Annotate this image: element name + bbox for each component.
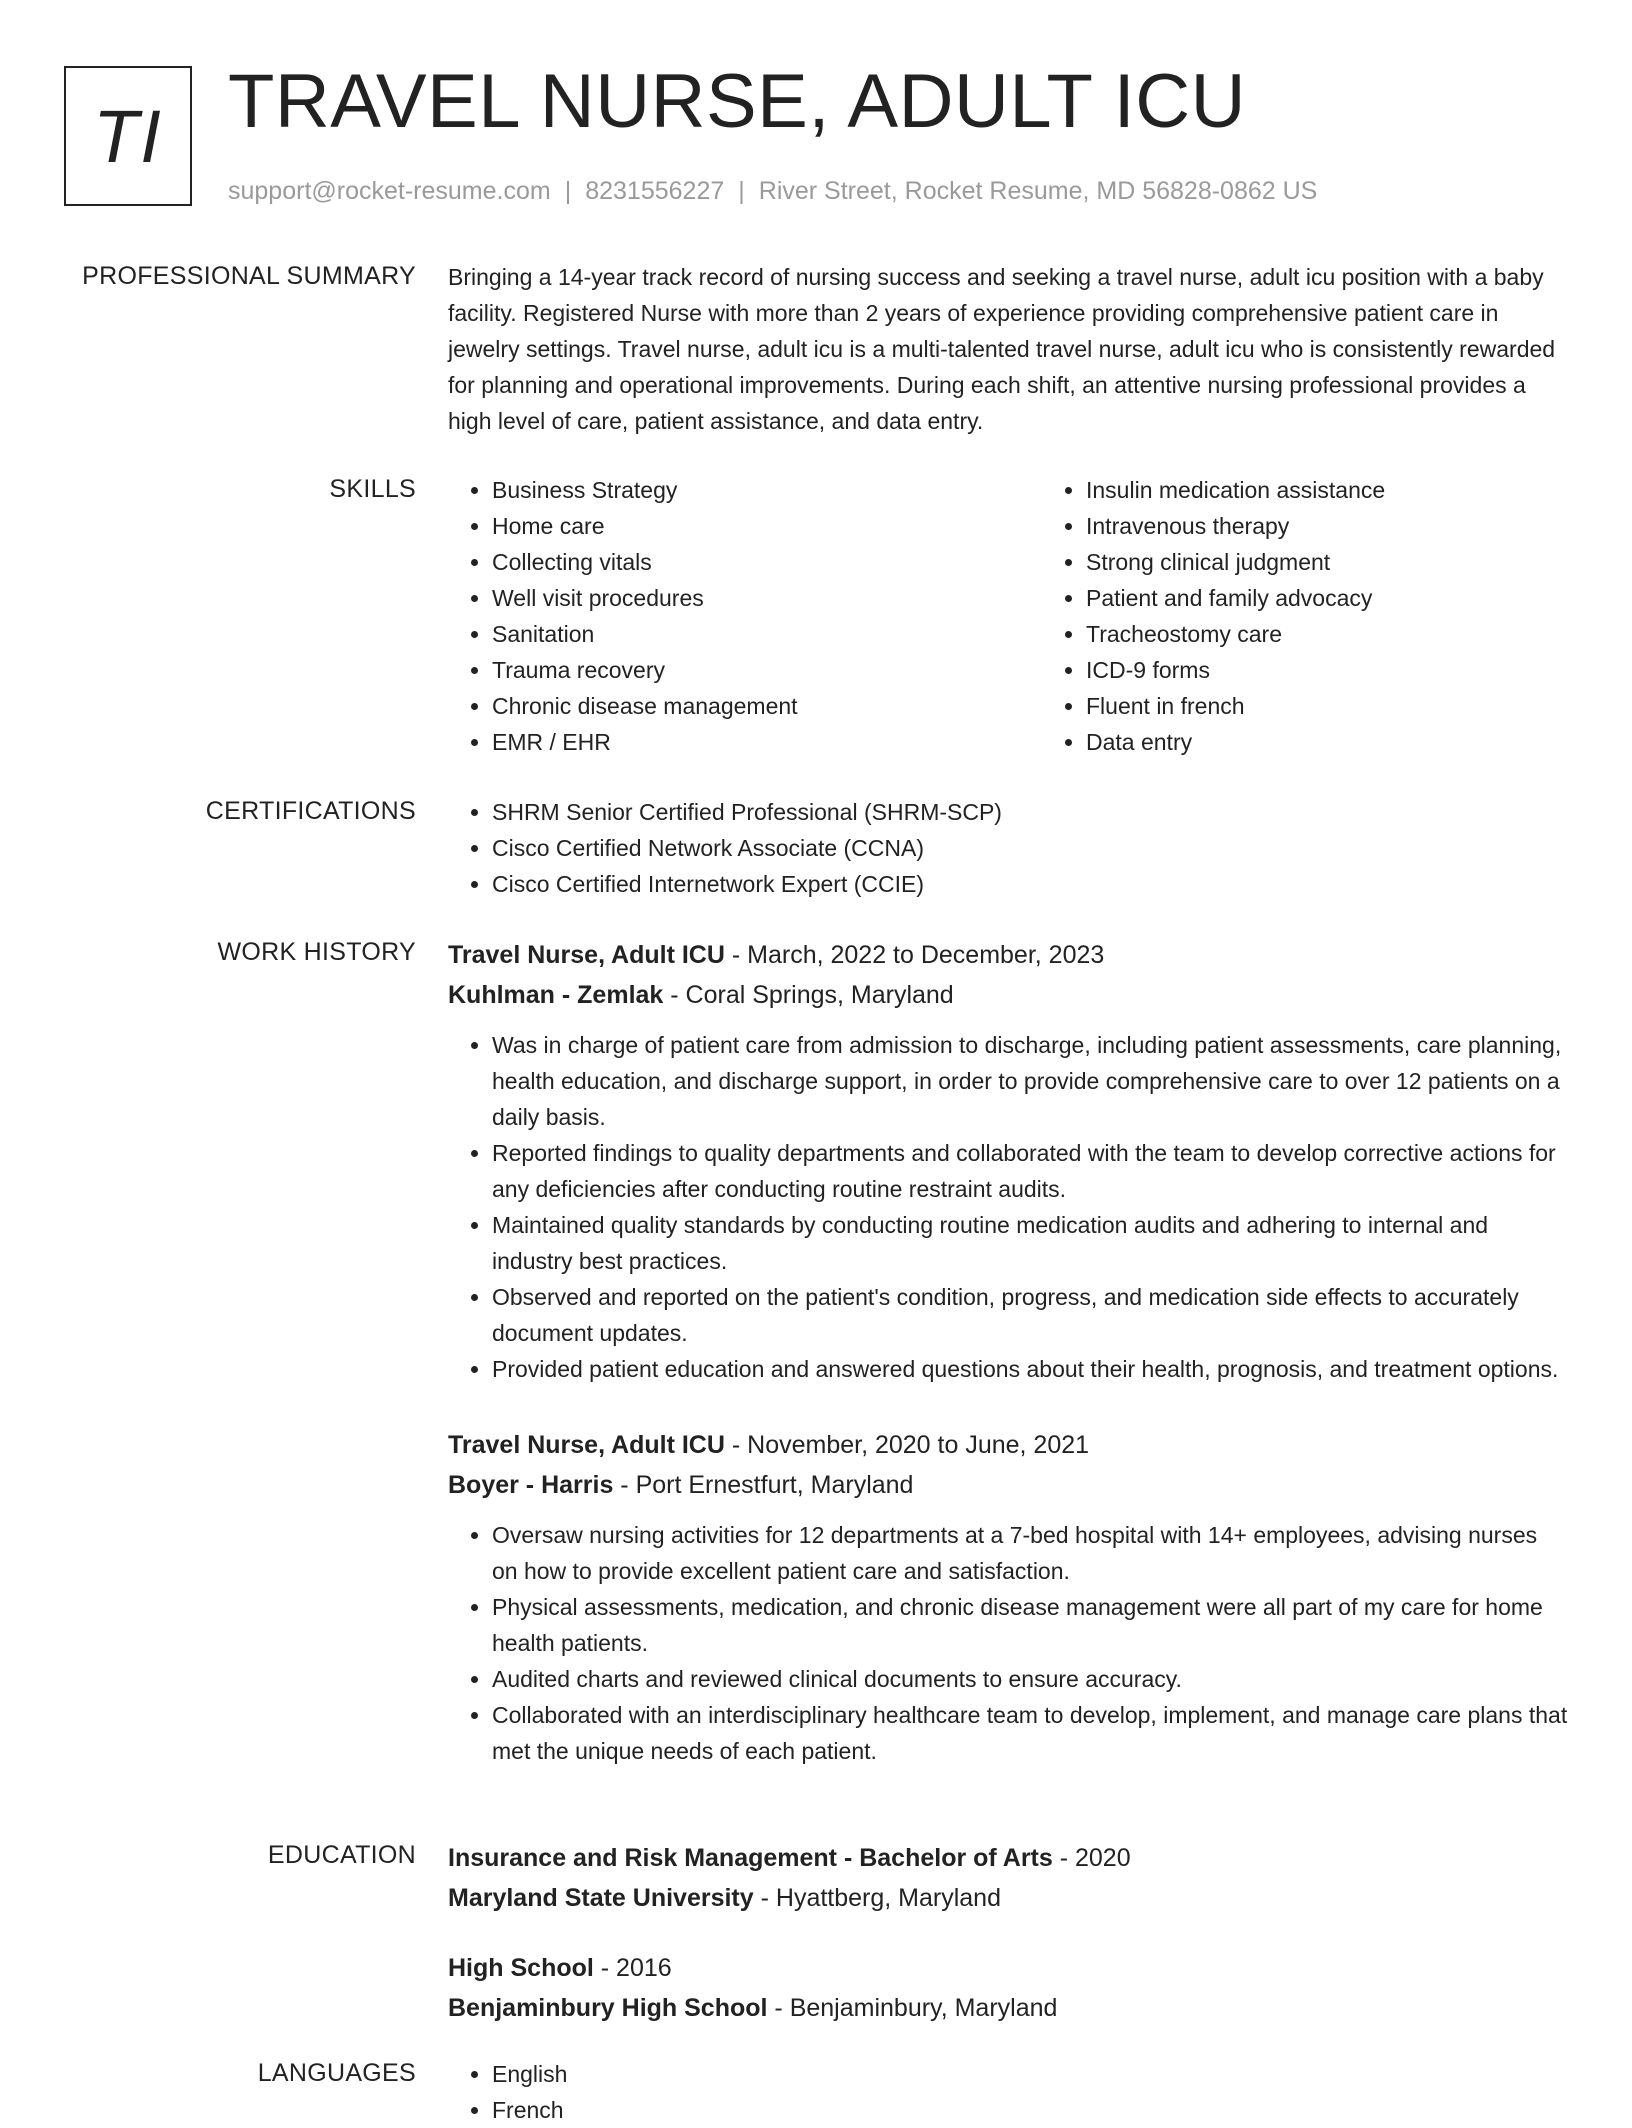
summary-text: Bringing a 14-year track record of nursing success and seeking a travel nurse, adult icu position with a baby facility. Registered Nurse with more than 2 years of experience providing comprehensive patient care in jewelry settings. Travel nurse, adult icu is a multi-talented travel nurse, adult icu who is consistently rewarded for planning and operational improvements. During each shift, an attentive nursing professional provides a high level of care, patient assistance, and data entry. <box>448 264 1556 434</box>
job-company: Boyer - Harris <box>448 1471 614 1499</box>
education-entry <box>448 1948 1568 2028</box>
job-title-line <box>448 1425 1568 1465</box>
job-company: Kuhlman - Zemlak <box>448 981 664 1009</box>
skills-list-left <box>448 472 1042 760</box>
contact-address: River Street, Rocket Resume, MD 56828-0862 US <box>758 177 1318 205</box>
education-year: - 2016 <box>593 1954 672 1982</box>
education-degree: High School <box>448 1954 594 1982</box>
education-degree-line <box>448 1838 1568 1878</box>
job-bullet: • Physical assessments, medication, and chronic disease management were all part of my care for home health patients. <box>492 1589 1568 1661</box>
skill-item: • Intravenous therapy <box>1086 508 1632 544</box>
skill-item: • Trauma recovery <box>492 652 1042 688</box>
language-item: • English <box>492 2056 1568 2092</box>
education-school: Benjaminbury High School <box>448 1994 768 2022</box>
job-bullet: • Audited charts and reviewed clinical documents to ensure accuracy. <box>492 1661 1568 1697</box>
education-school: Maryland State University <box>448 1884 754 1912</box>
monogram-logo <box>64 66 192 206</box>
section-label-skills: SKILLS <box>329 475 416 503</box>
education-degree-line <box>448 1948 1568 1988</box>
certification-item: • Cisco Certified Network Associate (CCNA) <box>492 830 1568 866</box>
contact-separator: | <box>564 177 572 205</box>
skill-item: • Home care <box>492 508 1042 544</box>
job-bullet: • Reported findings to quality departments and collaborated with the team to develop corrective actions for any deficiencies after conducting routine restraint audits. <box>492 1135 1568 1207</box>
job-title-line <box>448 935 1568 975</box>
job-dates: - November, 2020 to June, 2021 <box>724 1431 1090 1459</box>
languages-list <box>448 2056 1568 2128</box>
job-bullets <box>448 1027 1568 1387</box>
contact-line <box>228 174 1317 208</box>
education-location: - Hyattberg, Maryland <box>753 1884 1001 1912</box>
skill-item: • Strong clinical judgment <box>1086 544 1632 580</box>
monogram-text: TI <box>93 94 163 178</box>
job-title: Travel Nurse, Adult ICU <box>448 1431 725 1459</box>
job-bullet: • Observed and reported on the patient's condition, progress, and medication side effects to accurately document updates. <box>492 1279 1568 1351</box>
contact-email: support@rocket-resume.com <box>228 177 551 205</box>
job-location: - Port Ernestfurt, Maryland <box>613 1471 914 1499</box>
contact-phone: 8231556227 <box>585 177 725 205</box>
job-bullets <box>448 1517 1568 1769</box>
skill-item: • Collecting vitals <box>492 544 1042 580</box>
resume-title: TRAVEL NURSE, ADULT ICU <box>228 59 1247 144</box>
education-school-line <box>448 1878 1568 1918</box>
languages-content <box>448 2056 1568 2128</box>
skill-item: • Chronic disease management <box>492 688 1042 724</box>
job-entry <box>448 935 1568 1387</box>
job-company-line <box>448 1465 1568 1505</box>
work-content <box>448 935 1568 1769</box>
skill-item: • Fluent in french <box>1086 688 1632 724</box>
skill-item: • ICD-9 forms <box>1086 652 1632 688</box>
job-bullet: • Maintained quality standards by conducting routine medication audits and adhering to internal and industry best practices. <box>492 1207 1568 1279</box>
skill-item: • EMR / EHR <box>492 724 1042 760</box>
job-bullet: • Was in charge of patient care from admission to discharge, including patient assessments, care planning, health education, and discharge support, in order to provide comprehensive care to over 12 patients on a daily basis. <box>492 1027 1568 1135</box>
job-bullet: • Collaborated with an interdisciplinary healthcare team to develop, implement, and manage care plans that met the unique needs of each patient. <box>492 1697 1568 1769</box>
job-entry <box>448 1425 1568 1769</box>
skill-item: • Well visit procedures <box>492 580 1042 616</box>
job-title: Travel Nurse, Adult ICU <box>448 941 725 969</box>
skill-item: • Tracheostomy care <box>1086 616 1632 652</box>
certification-item: • SHRM Senior Certified Professional (SHRM-SCP) <box>492 794 1568 830</box>
education-degree: Insurance and Risk Management - Bachelor of Arts <box>448 1844 1053 1872</box>
education-year: - 2020 <box>1052 1844 1131 1872</box>
job-bullet: • Provided patient education and answered questions about their health, prognosis, and treatment options. <box>492 1351 1568 1387</box>
job-company-line <box>448 975 1568 1015</box>
skills-list-right <box>1042 472 1632 760</box>
section-label-languages: LANGUAGES <box>257 2059 416 2087</box>
skill-item: • Business Strategy <box>492 472 1042 508</box>
section-label-certifications: CERTIFICATIONS <box>205 797 416 825</box>
section-label-work: WORK HISTORY <box>217 938 416 966</box>
certification-item: • Cisco Certified Internetwork Expert (CCIE) <box>492 866 1568 902</box>
language-item: • French <box>492 2092 1568 2128</box>
certifications-content <box>448 794 1568 902</box>
education-location: - Benjaminbury, Maryland <box>767 1994 1058 2022</box>
job-bullet: • Oversaw nursing activities for 12 departments at a 7-bed hospital with 14+ employees, advising nurses on how to provide excellent patient care and satisfaction. <box>492 1517 1568 1589</box>
education-content <box>448 1838 1568 2028</box>
section-label-summary: PROFESSIONAL SUMMARY <box>82 262 416 290</box>
skill-item: • Data entry <box>1086 724 1632 760</box>
job-dates: - March, 2022 to December, 2023 <box>724 941 1105 969</box>
skill-item: • Insulin medication assistance <box>1086 472 1632 508</box>
summary-content <box>448 259 1568 439</box>
skills-content <box>448 472 1568 760</box>
skill-item: • Patient and family advocacy <box>1086 580 1632 616</box>
certifications-list <box>448 794 1568 902</box>
skill-item: • Sanitation <box>492 616 1042 652</box>
section-label-education: EDUCATION <box>267 1841 416 1869</box>
contact-separator: | <box>738 177 745 205</box>
education-entry <box>448 1838 1568 1918</box>
education-school-line <box>448 1988 1568 2028</box>
job-location: - Coral Springs, Maryland <box>663 981 954 1009</box>
